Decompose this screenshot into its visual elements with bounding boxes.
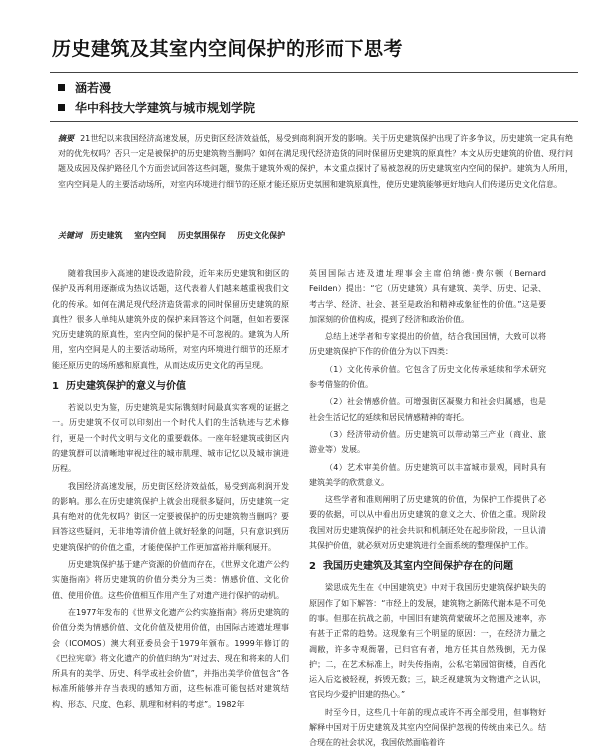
body-paragraph: 在1977年发布的《世界文化遗产公约实施指南》将历史建筑的价值分类为情感价值、文化价值及使用价值，由国际古迹遗址理事会（ICOMOS）澳大利亚委员会于1979年颁布。1999年修订的《巴拉宪章》将文化遗产的价值归纳为“对过去、现在和将来的人们所具有的美学、历史、科学或社会价值”，并指出美学价值包含“各标准所能够并存当表现的感知方面，这些标准可能包括对建筑结构、形态、尺度、色彩、肌理和材料的考虑”。1982年 [52, 607, 289, 709]
list-item: （3）经济带动价值。历史建筑可以带动第三产业（商业、旅游业等）发展。 [309, 429, 546, 455]
section-number: 1 [52, 381, 59, 393]
body-paragraph: 时至今日，这些几十年前的现点或许不再全部受用，但事物好解释中国对于历史建筑及其室内空间保护忽视的传统由来已久。结合现在的社会状况，我国依然面临着许 [309, 707, 546, 748]
body-paragraph: 我国经济高速发展，历史街区经济效益低，易受到高利润开发的影响。那么在历史建筑保护上就会出现很多疑问，历史建筑一定具有绝对的优先权吗？街区一定要被保护的历史建筑物当删吗？要回答这些疑问，无非地等清价值上就好轻象的问题，只有意识到历史建筑保护的价值之重，才能使保护工作更加富裕并顺利展开。 [52, 481, 289, 552]
section-heading [52, 380, 289, 394]
keyword: 历史文化保护 [237, 231, 286, 240]
section-title: 历史建筑保护的意义与价值 [66, 381, 186, 393]
author-name: 涵若漫 [75, 81, 112, 95]
list-item: （4）艺术审美价值。历史建筑可以丰富城市景观，同时具有建筑美学的欣赏意义。 [309, 462, 546, 487]
keywords [58, 230, 573, 242]
paper-title: 历史建筑及其室内空间保护的形而下思考 [52, 38, 404, 60]
keyword: 室内空间 [134, 231, 167, 240]
title-divider [50, 72, 578, 73]
abstract-text: 21世纪以来我国经济高速发展，历史街区经济效益低，易受到商利润开发的影响。关于历史建筑保护出现了许多争议，历史建筑一定具有绝对的优先权吗？否只一定是被保护的历史建筑物当删吗？如何在满足现代经济造货的同时保留历史建筑的原真性？本文从历史建筑的价值、现行问题及成因及保护路径几个方面尝试回答这些问题，聚焦于建筑外观的保护，本文重点探讨了易被忽视的历史建筑室内空间的保护。建筑为人所用，室内空间是人的主要活动场所，对室内环境进行细节的还原才能还原历史氛围和建筑原真性，使历史建筑能够更好地向人们传递历史文化信息。 [58, 134, 573, 189]
body-paragraph: 随着我国步入高速的建设改造阶段，近年来历史建筑和街区的保护及再利用逐渐成为热议话题，这代表着人们越来越重视我们文化的传承。如何在满足现代经济造货需求的同时保留历史建筑的原真性？很多人单纯从建筑外皮的保护来回答这个问题，但如若要深究历史建筑的原真性，室内空间的保护是不可忽视的。建筑为人所用，室内空间是人的主要活动场所，对室内环境进行细节的还原才能还原历史的场所感和原真性，从而达成历史文化的再呈现。 [52, 269, 289, 370]
section-number: 2 [309, 561, 316, 573]
abstract-label: 摘要 [58, 134, 75, 143]
body-paragraph: 梁思成先生在《中国建筑史》中对于我国历史建筑保护缺失的原因作了如下解答：“市经上的发展，建筑物之新陈代谢本是不可免的事。但那在抗战之前，中国旧有建筑荷蒙破坏之范围及速率，亦有甚于正常的趋势。这现象有三个明显的原因：一，在经济力量之凋敝，许多寺观衙署，已归官有者，地方任其自然残倒，无力保护；二，在艺术标准上，时失传指南，公私宅第园馆街楼，自西化运入后迄被轻视，拆毁无数；三，缺乏视建筑为文物遗产之认识，官民均少爱护旧建的热心。” [309, 583, 546, 700]
author-affiliation: 华中科技大学建筑与城市规划学院 [75, 101, 256, 115]
body-paragraph: 总结上述学者和专家提出的价值，结合我国国情，大致可以将历史建筑保护下作的价值分为以下四类： [309, 332, 546, 357]
body-paragraph: 若说以史为鉴，历史建筑是实际镌刻时间最真实客观的证据之一。历史建筑不仅可以印刻出一个时代人们的生活轨迹与艺术修行，更是一个时代文明与文化的重要载体。一座年轻建筑或街区内的建筑群可以清晰地审视过往的城市肌理、城市记忆以及城市演进历程。 [52, 403, 289, 474]
section-heading [309, 560, 546, 574]
square-bullet-icon [58, 104, 65, 111]
author-line [58, 79, 111, 96]
keyword: 历史建筑 [90, 231, 123, 240]
list-item: （1）文化传承价值。它包含了历史文化传承延续和学术研究参考借鉴的价值。 [309, 364, 546, 390]
affiliation-line [58, 99, 255, 116]
body-paragraph: 这些学者和准则阐明了历史建筑的价值，为保护工作提供了必要的依据，可以从中看出历史建筑的意义之大、价值之重。现阶段我国对历史建筑保护的社会共识和机制还处在起步阶段，一旦认清其保护价值，就必须对历史建筑进行全面系统的整理保护工作。 [309, 495, 546, 551]
keywords-label: 关键词 [58, 231, 82, 240]
keyword: 历史氛围保存 [177, 231, 226, 240]
right-column [309, 266, 546, 753]
abstract [58, 131, 573, 192]
body-paragraph: 英国国际古迹及遗址理事会主席伯纳德·费尔顿（Bernard Feilden）提出：“它（历史建筑）具有建筑、美学、历史、记录、考古学、经济、社会、甚至是政治和精神或象征性的价值。”这是要加深刻的价值构成，提到了经济和政治价值。 [309, 269, 546, 324]
list-item: （2）社会情感价值。可增强街区凝聚力和社会归属感，也是社会生活记忆的延续和居民情感精神的寄托。 [309, 397, 546, 422]
square-bullet-icon [58, 84, 65, 91]
section-title: 我国历史建筑及其室内空间保护存在的问题 [323, 561, 513, 573]
author-divider [50, 121, 578, 122]
body-paragraph: 历史建筑保护基于建产资源的价值而存在，《世界文化遗产公约实施指南》将历史建筑的价值分类分为三类：情感价值、文化价值、使用价值。这些价值相互作用产生了对遗产进行保护的动机。 [52, 560, 289, 600]
left-column [52, 266, 289, 714]
